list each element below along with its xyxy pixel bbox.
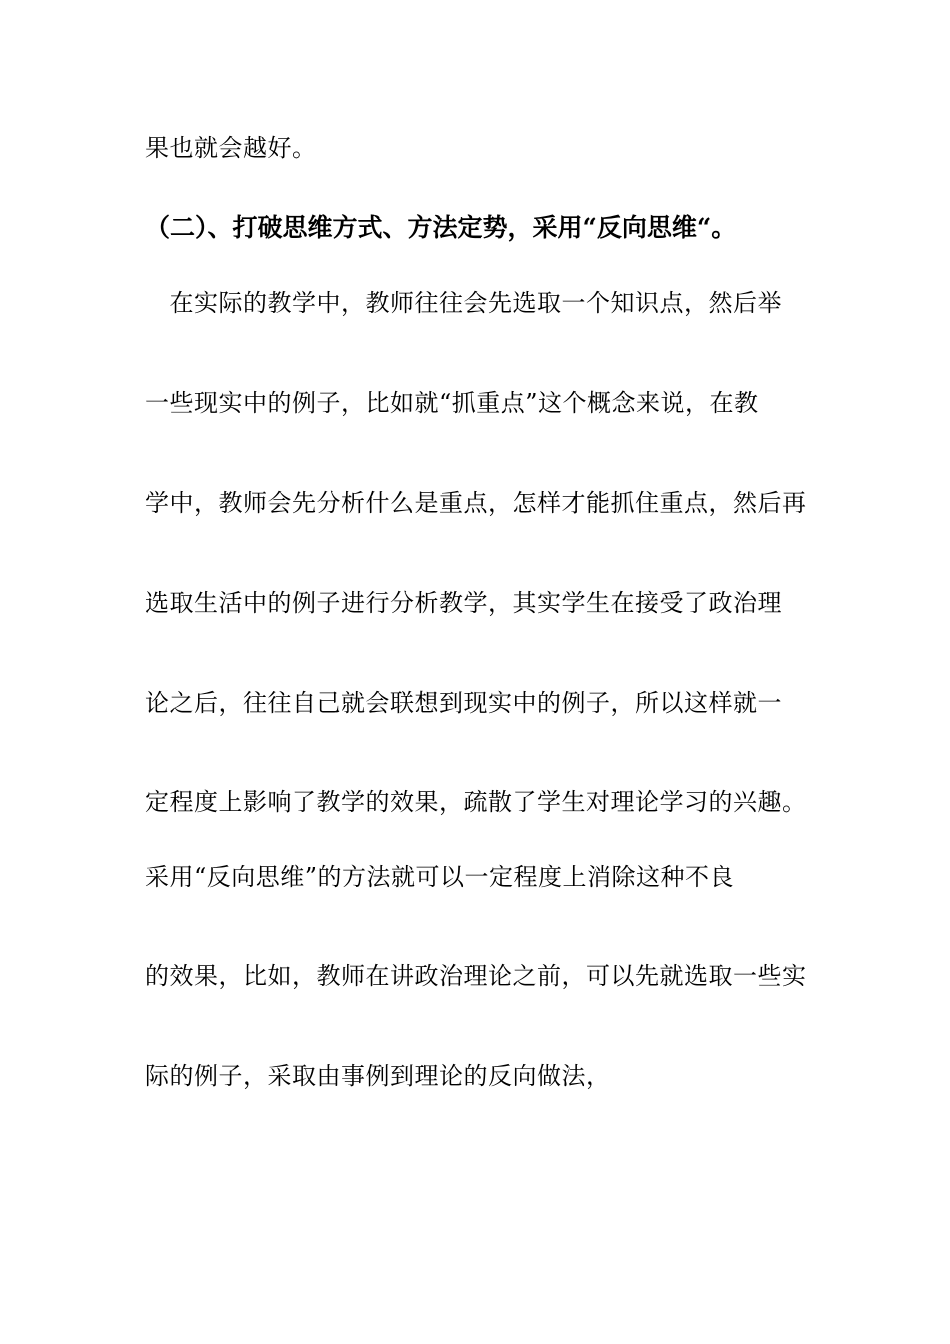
paragraph-line-2: 在实际的教学中，教师往往会先选取一个知识点，然后举 [145, 289, 782, 317]
paragraph-line-10: 际的例子，采取由事例到理论的反向做法， [145, 1062, 611, 1090]
paragraph-line-5: 选取生活中的例子进行分析教学，其实学生在接受了政治理 [145, 589, 782, 617]
section-heading: （二）、打破思维方式、方法定势，采用“反向思维“。 [145, 213, 737, 242]
paragraph-line-1: 果也就会越好。 [145, 134, 317, 162]
paragraph-line-9: 的效果，比如，教师在讲政治理论之前，可以先就选取一些实 [145, 962, 807, 990]
paragraph-line-8: 采用“反向思维”的方法就可以一定程度上消除这种不良 [145, 863, 735, 891]
paragraph-line-6: 论之后，往往自己就会联想到现实中的例子，所以这样就一 [145, 689, 782, 717]
paragraph-line-7: 定程度上影响了教学的效果，疏散了学生对理论学习的兴趣。 [145, 788, 807, 816]
paragraph-line-4: 学中，教师会先分析什么是重点，怎样才能抓住重点，然后再 [145, 489, 807, 517]
paragraph-line-3: 一些现实中的例子，比如就“抓重点”这个概念来说，在教 [145, 389, 759, 417]
